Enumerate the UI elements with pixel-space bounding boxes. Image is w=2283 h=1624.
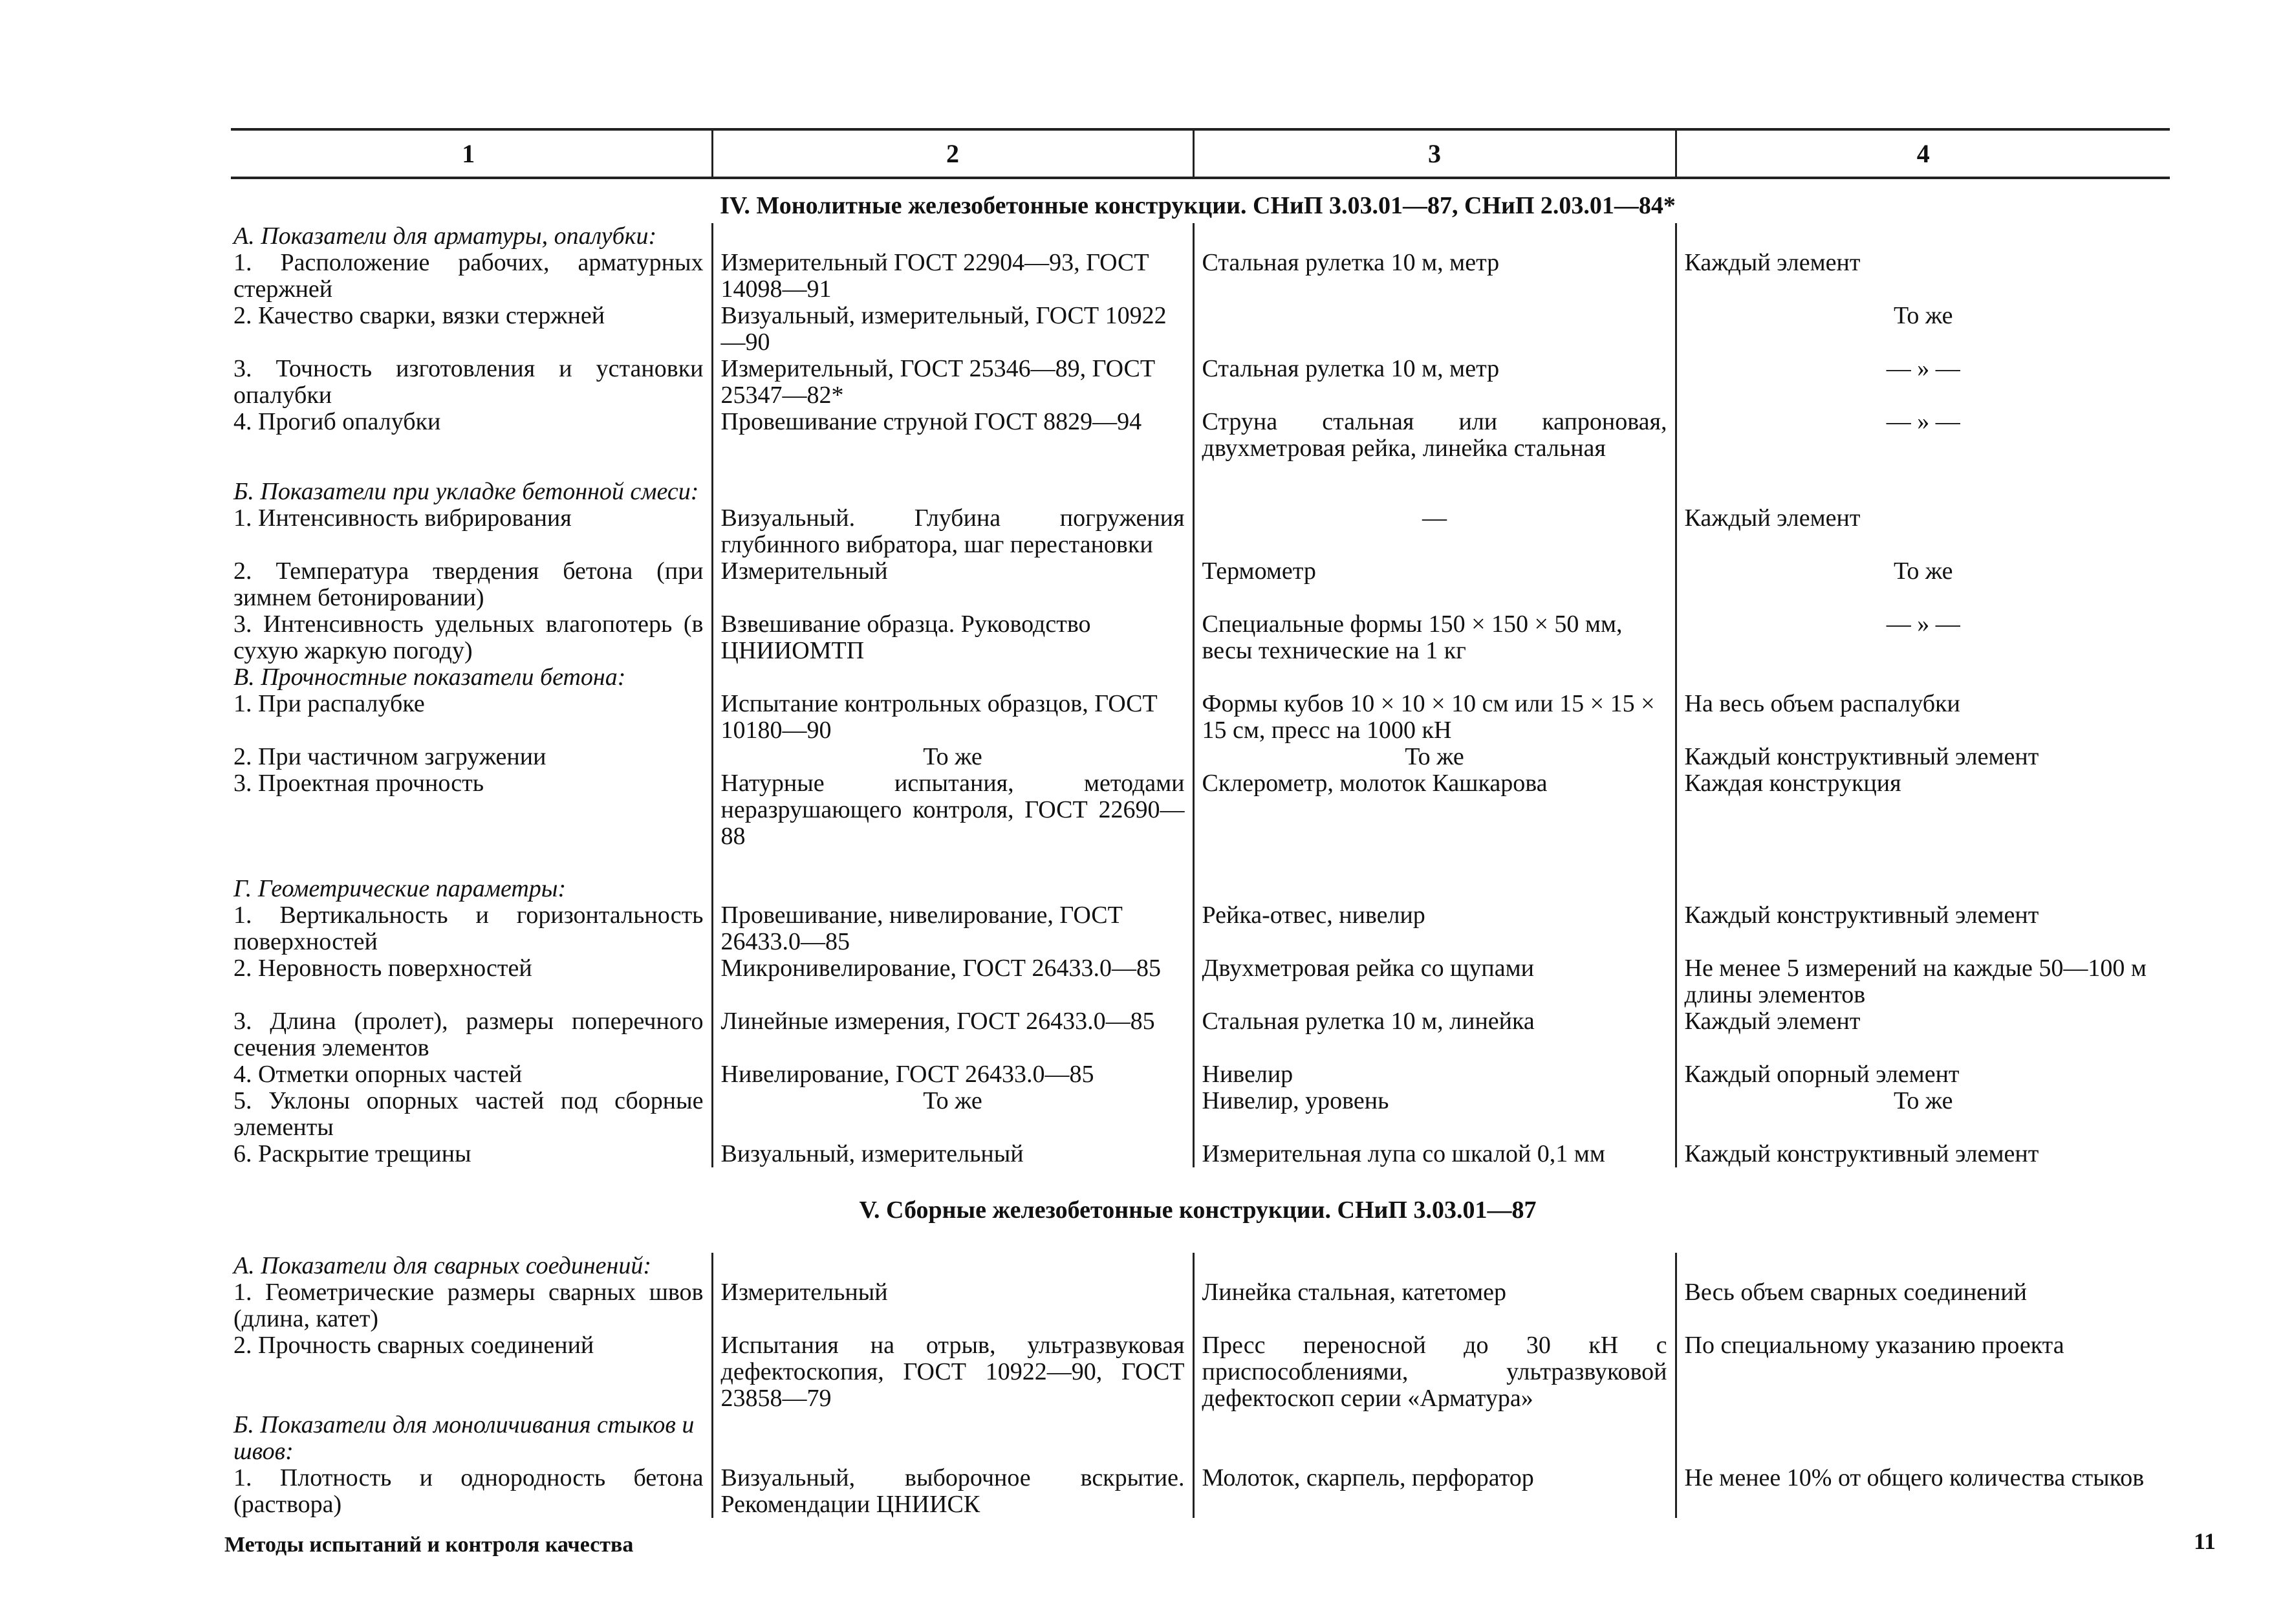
- cell-method: Измерительный: [712, 1279, 1193, 1332]
- cell-scope: Каждый элемент: [1676, 505, 2170, 558]
- cell-indicator: 2. Неровность поверхностей: [233, 955, 532, 982]
- group-title: В. Прочностные показатели бетона:: [233, 664, 626, 691]
- table-row: [231, 744, 2170, 770]
- cell-indicator: 2. При частичном загружении: [233, 743, 546, 770]
- cell-instrument: Рейка-отвес, нивелир: [1193, 902, 1676, 955]
- cell-scope: То же: [1676, 1088, 2170, 1141]
- cell-scope: Весь объем сварных соединений: [1676, 1279, 2170, 1332]
- group-title: А. Показатели для сварных соединений:: [233, 1252, 652, 1279]
- group-title: А. Показатели для арматуры, опалубки:: [233, 222, 657, 250]
- cell-method: Испытания на отрыв, ультразвуковая дефектоскопия, ГОСТ 10922—90, ГОСТ 23858—79: [712, 1332, 1193, 1412]
- cell-method: Измерительный: [712, 558, 1193, 611]
- cell-method: Провешивание струной ГОСТ 8829—94: [712, 409, 1193, 462]
- cell-method: То же: [712, 744, 1193, 770]
- table-row: [231, 902, 2170, 955]
- cell-scope: То же: [1676, 303, 2170, 356]
- group-heading-row: [231, 1253, 2170, 1279]
- table-row: [231, 505, 2170, 558]
- cell-indicator: 1. При распалубке: [233, 690, 425, 717]
- cell-instrument: —: [1193, 505, 1676, 558]
- cell-indicator: 3. Интенсивность удельных влагопотерь (в сухую жаркую погоду): [233, 611, 704, 664]
- cell-scope: На весь объем распалубки: [1676, 691, 2170, 744]
- quality-control-table: [231, 128, 2170, 1518]
- cell-instrument: Пресс переносной до 30 кН с приспособлениями, ультразвуковой дефектоскоп серии «Арматура»: [1193, 1332, 1676, 1412]
- cell-instrument: То же: [1193, 744, 1676, 770]
- cell-method: Нивелирование, ГОСТ 26433.0—85: [712, 1061, 1193, 1088]
- page-number: 11: [2194, 1528, 2216, 1554]
- table-row: [231, 303, 2170, 356]
- cell-instrument: Нивелир: [1193, 1061, 1676, 1088]
- table-row: [231, 1465, 2170, 1518]
- cell-scope: Каждый элемент: [1676, 250, 2170, 303]
- cell-method: Натурные испытания, методами неразрушающего контроля, ГОСТ 22690—88: [712, 770, 1193, 850]
- cell-method: Визуальный, измерительный, ГОСТ 10922—90: [712, 303, 1193, 356]
- table-row: [231, 770, 2170, 850]
- cell-scope: То же: [1676, 558, 2170, 611]
- table-row: [231, 356, 2170, 409]
- cell-instrument: Склерометр, молоток Кашкарова: [1193, 770, 1676, 850]
- table-row: [231, 1141, 2170, 1167]
- cell-instrument: [1193, 303, 1676, 356]
- table-row: [231, 1061, 2170, 1088]
- cell-instrument: Линейка стальная, катетомер: [1193, 1279, 1676, 1332]
- cell-indicator: 2. Качество сварки, вязки стержней: [233, 302, 605, 329]
- cell-indicator: 1. Вертикальность и горизонтальность поверхностей: [233, 902, 704, 955]
- group-heading-row: [231, 876, 2170, 902]
- cell-method: Визуальный, выборочное вскрытие. Рекомендации ЦНИИСК: [712, 1465, 1193, 1518]
- table-row: [231, 409, 2170, 462]
- table-row: [231, 611, 2170, 664]
- cell-indicator: 2. Прочность сварных соединений: [233, 1332, 594, 1359]
- section-heading-row: [231, 178, 2170, 223]
- cell-scope: Каждый конструктивный элемент: [1676, 902, 2170, 955]
- cell-instrument: Стальная рулетка 10 м, метр: [1193, 250, 1676, 303]
- cell-method: Испытание контрольных образцов, ГОСТ 10180—90: [712, 691, 1193, 744]
- footer-title: Методы испытаний и контроля качества: [224, 1533, 634, 1557]
- cell-instrument: Молоток, скарпель, перфоратор: [1193, 1465, 1676, 1518]
- table-row: [231, 1279, 2170, 1332]
- cell-instrument: Двухметровая рейка со щупами: [1193, 955, 1676, 1008]
- cell-scope: — » —: [1676, 356, 2170, 409]
- section-iv-title: IV. Монолитные железобетонные конструкции. СНиП 3.03.01—87, СНиП 2.03.01—84*: [720, 192, 1676, 219]
- column-header-2: 2: [712, 129, 1193, 178]
- cell-method: То же: [712, 1088, 1193, 1141]
- cell-instrument: Специальные формы 150 × 150 × 50 мм, весы технические на 1 кг: [1193, 611, 1676, 664]
- table-row: [231, 955, 2170, 1008]
- group-heading-row: [231, 1412, 2170, 1465]
- cell-instrument: Термометр: [1193, 558, 1676, 611]
- cell-indicator: 1. Расположение рабочих, арматурных стержней: [233, 249, 704, 303]
- cell-indicator: 5. Уклоны опорных частей под сборные элементы: [233, 1087, 704, 1141]
- cell-indicator: 2. Температура твердения бетона (при зимнем бетонировании): [233, 558, 704, 611]
- cell-method: Измерительный, ГОСТ 25346—89, ГОСТ 25347—82*: [712, 356, 1193, 409]
- cell-method: Микронивелирование, ГОСТ 26433.0—85: [712, 955, 1193, 1008]
- section-v-title: V. Сборные железобетонные конструкции. СНиП 3.03.01—87: [859, 1196, 1537, 1224]
- cell-scope: Каждая конструкция: [1676, 770, 2170, 850]
- cell-instrument: Измерительная лупа со шкалой 0,1 мм: [1193, 1141, 1676, 1167]
- section-heading-row: [231, 1167, 2170, 1253]
- cell-instrument: Нивелир, уровень: [1193, 1088, 1676, 1141]
- table-row: [231, 1088, 2170, 1141]
- cell-scope: Не менее 10% от общего количества стыков: [1676, 1465, 2170, 1518]
- group-heading-row: [231, 479, 2170, 505]
- cell-instrument: Стальная рулетка 10 м, метр: [1193, 356, 1676, 409]
- cell-instrument: Струна стальная или капроновая, двухметровая рейка, линейка стальная: [1193, 409, 1676, 462]
- cell-method: Визуальный. Глубина погружения глубинного вибратора, шаг перестановки: [712, 505, 1193, 558]
- table-row: [231, 691, 2170, 744]
- cell-scope: Не менее 5 измерений на каждые 50—100 м длины элементов: [1676, 955, 2170, 1008]
- column-header-4: 4: [1676, 129, 2170, 178]
- cell-indicator: 3. Точность изготовления и установки опалубки: [233, 355, 704, 409]
- cell-method: Визуальный, измерительный: [712, 1141, 1193, 1167]
- cell-scope: Каждый конструктивный элемент: [1676, 744, 2170, 770]
- cell-indicator: 6. Раскрытие трещины: [233, 1140, 471, 1167]
- table-row: [231, 1332, 2170, 1412]
- cell-indicator: 1. Интенсивность вибрирования: [233, 504, 572, 532]
- cell-scope: — » —: [1676, 611, 2170, 664]
- column-header-3: 3: [1193, 129, 1676, 178]
- table-header-row: [231, 129, 2170, 178]
- group-title: Г. Геометрические параметры:: [233, 875, 567, 902]
- cell-indicator: 4. Отметки опорных частей: [233, 1061, 523, 1088]
- cell-method: Линейные измерения, ГОСТ 26433.0—85: [712, 1008, 1193, 1061]
- table-row: [231, 250, 2170, 303]
- cell-method: Провешивание, нивелирование, ГОСТ 26433.0—85: [712, 902, 1193, 955]
- table-row: [231, 558, 2170, 611]
- group-heading-row: [231, 223, 2170, 250]
- table-row: [231, 1008, 2170, 1061]
- cell-indicator: 1. Плотность и однородность бетона (раствора): [233, 1464, 704, 1518]
- cell-method: Взвешивание образца. Руководство ЦНИИОМТП: [712, 611, 1193, 664]
- column-header-1: 1: [231, 129, 712, 178]
- cell-indicator: 3. Проектная прочность: [233, 770, 484, 797]
- cell-scope: Каждый элемент: [1676, 1008, 2170, 1061]
- group-heading-row: [231, 664, 2170, 691]
- cell-scope: По специальному указанию проекта: [1676, 1332, 2170, 1412]
- cell-indicator: 3. Длина (пролет), размеры поперечного сечения элементов: [233, 1008, 704, 1061]
- cell-scope: — » —: [1676, 409, 2170, 462]
- group-title: Б. Показатели при укладке бетонной смеси:: [233, 478, 699, 505]
- cell-scope: Каждый конструктивный элемент: [1676, 1141, 2170, 1167]
- group-title: Б. Показатели для моноличивания стыков и швов:: [233, 1411, 695, 1465]
- cell-instrument: Стальная рулетка 10 м, линейка: [1193, 1008, 1676, 1061]
- cell-instrument: Формы кубов 10 × 10 × 10 см или 15 × 15 × 15 см, пресс на 1000 кН: [1193, 691, 1676, 744]
- cell-indicator: 4. Прогиб опалубки: [233, 408, 441, 435]
- cell-scope: Каждый опорный элемент: [1676, 1061, 2170, 1088]
- cell-indicator: 1. Геометрические размеры сварных швов (длина, катет): [233, 1279, 704, 1332]
- cell-method: Измерительный ГОСТ 22904—93, ГОСТ 14098—91: [712, 250, 1193, 303]
